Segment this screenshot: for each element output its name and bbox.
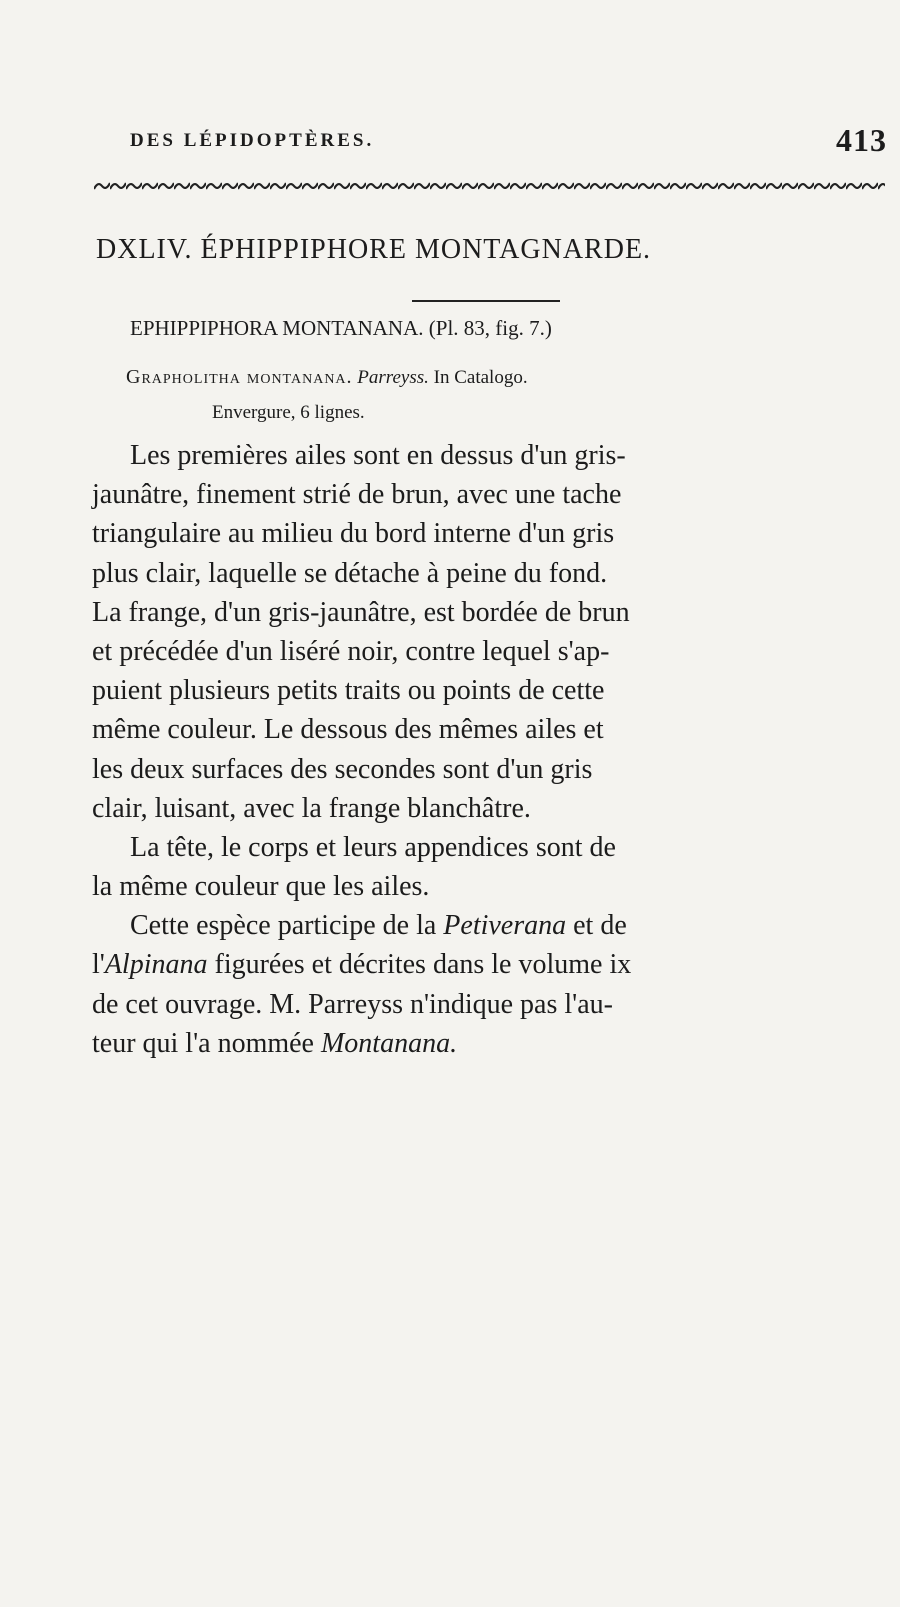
text-line xyxy=(92,945,892,984)
synonym-author: Parreyss. xyxy=(357,367,429,388)
text-line: Les premières ailes sont en dessus d'un gris- xyxy=(130,440,626,471)
text-line: les deux surfaces des secondes sont d'un gris xyxy=(92,753,593,785)
wingspan: Envergure, 6 lignes. xyxy=(212,402,365,423)
section-title: DXLIV. ÉPHIPPIPHORE MONTAGNARDE. xyxy=(96,234,652,265)
text-run: teur qui l'a nommée xyxy=(92,1027,321,1059)
text-line: La tête, le corps et leurs appendices sont de xyxy=(130,831,616,863)
ornamental-rule xyxy=(94,180,885,192)
text-line: La frange, d'un gris-jaunâtre, est bordée de brun xyxy=(92,596,630,628)
species-reference-montanana: Montanana. xyxy=(320,1027,458,1059)
title-divider xyxy=(412,300,560,302)
text-run: et de xyxy=(566,910,627,942)
species-name: EPHIPPIPHORA MONTANANA. (Pl. 83, fig. 7.) xyxy=(130,316,552,340)
synonym-line xyxy=(126,366,886,389)
text-run: Cette espèce participe de la xyxy=(130,910,444,942)
species-reference-alpinana: Alpinana xyxy=(104,949,208,981)
page-number: 413 xyxy=(836,122,887,158)
text-line: jaunâtre, finement strié de brun, avec une tache xyxy=(92,479,622,511)
text-run: figurées et décrites dans le volume ix xyxy=(207,949,632,981)
synonym-genus: Grapholitha montanana. xyxy=(126,366,353,388)
text-line: de cet ouvrage. M. Parreyss n'indique pas l'au- xyxy=(92,988,613,1020)
text-run: l' xyxy=(92,949,105,981)
synonym-source: In Catalogo. xyxy=(433,367,528,388)
text-line xyxy=(92,906,892,945)
running-head-title: DES LÉPIDOPTÈRES. xyxy=(130,130,375,151)
text-line xyxy=(92,1024,892,1063)
text-line: clair, luisant, avec la frange blanchâtre. xyxy=(92,792,531,824)
description-text xyxy=(92,436,892,1063)
text-line: même couleur. Le dessous des mêmes ailes et xyxy=(92,714,604,746)
text-line: plus clair, laquelle se détache à peine du fond. xyxy=(92,557,608,589)
text-line: et précédée d'un liséré noir, contre lequel s'ap- xyxy=(92,635,610,667)
species-reference-petiverana: Petiverana xyxy=(443,910,567,942)
text-line: triangulaire au milieu du bord interne d'un gris xyxy=(92,518,615,550)
running-head xyxy=(0,122,900,166)
text-line: la même couleur que les ailes. xyxy=(92,871,430,903)
text-line: puient plusieurs petits traits ou points de cette xyxy=(92,675,605,707)
